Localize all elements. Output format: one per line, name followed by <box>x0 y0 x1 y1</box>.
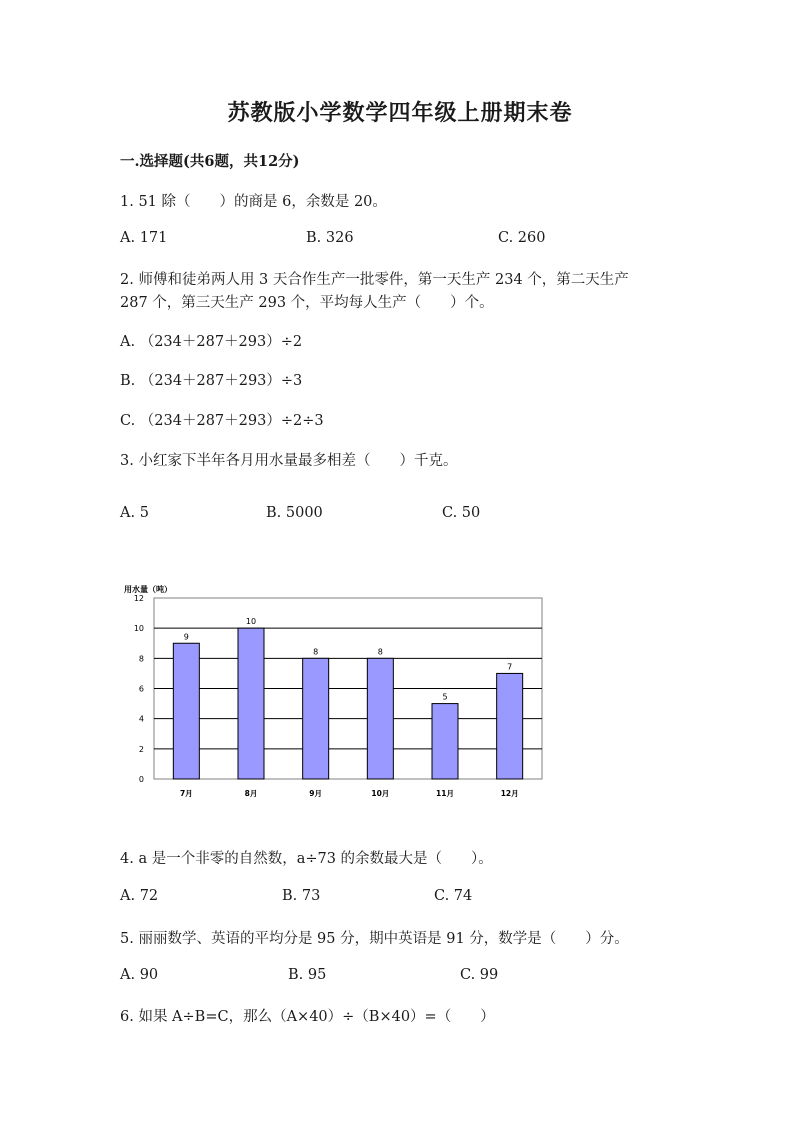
section-heading: 一.选择题(共6题，共12分) <box>120 153 300 170</box>
chart-bar <box>238 628 264 779</box>
question-2-option-a: A. （234＋287＋293）÷2 <box>120 334 303 350</box>
chart-y-tick-label: 4 <box>138 714 144 724</box>
question-3-stem: 3. 小红家下半年各月用水量最多相差（ ）千克。 <box>120 453 458 469</box>
chart-x-tick-label: 10月 <box>371 789 390 798</box>
question-6-stem: 6. 如果 A÷B=C，那么（A×40）÷（B×40）=（ ） <box>120 1009 495 1025</box>
question-2-option-b: B. （234＋287＋293）÷3 <box>120 373 303 389</box>
chart-data-label: 10 <box>245 617 257 627</box>
chart-y-tick-label: 0 <box>138 775 144 784</box>
chart-y-tick-label: 6 <box>138 684 144 694</box>
question-5-option-b: B. 95 <box>288 967 327 983</box>
question-2-stem-line-1: 2. 师傅和徒弟两人用 3 天合作生产一批零件，第一天生产 234 个，第二天生产 <box>120 272 629 288</box>
question-5-option-a: A. 90 <box>120 967 159 983</box>
chart-x-tick-label: 11月 <box>436 789 454 798</box>
chart-bar <box>367 658 393 779</box>
chart-x-tick-label: 12月 <box>500 789 519 798</box>
chart-x-tick-label: 9月 <box>309 789 323 798</box>
question-3-option-a: A. 5 <box>120 505 149 521</box>
question-4-option-c: C. 74 <box>434 888 473 904</box>
question-1-stem: 1. 51 除（ ）的商是 6，余数是 20。 <box>120 194 387 210</box>
chart-x-tick-label: 7月 <box>179 789 193 798</box>
question-5-stem: 5. 丽丽数学、英语的平均分是 95 分，期中英语是 91 分，数学是（ ）分。 <box>120 931 629 947</box>
chart-y-axis-label: 用水量（吨） <box>124 585 172 594</box>
question-1-option-a: A. 171 <box>120 230 168 246</box>
question-2-option-c: C. （234＋287＋293）÷2÷3 <box>120 413 324 429</box>
chart-y-tick-label: 2 <box>138 744 144 754</box>
question-2-stem-line-2: 287 个，第三天生产 293 个，平均每人生产（ ）个。 <box>120 295 494 311</box>
chart-data-label: 5 <box>442 692 448 702</box>
question-4-stem: 4. a 是一个非零的自然数，a÷73 的余数最大是（ ）。 <box>120 851 493 867</box>
chart-data-label: 9 <box>183 632 189 642</box>
question-1-option-b: B. 326 <box>306 230 354 246</box>
chart-bar <box>432 704 458 779</box>
question-1-option-c: C. 260 <box>498 230 546 246</box>
chart-bar <box>497 673 523 779</box>
question-5-option-c: C. 99 <box>460 967 499 983</box>
chart-bar <box>303 658 329 779</box>
chart-bar <box>173 643 199 779</box>
question-3-option-b: B. 5000 <box>266 505 323 521</box>
chart-x-tick-label: 8月 <box>244 789 258 798</box>
question-3-option-c: C. 50 <box>442 505 481 521</box>
chart-y-tick-label: 8 <box>138 654 144 664</box>
chart-y-tick-label: 10 <box>133 624 144 634</box>
chart-data-label: 7 <box>507 662 513 672</box>
question-4-option-a: A. 72 <box>120 888 159 904</box>
water-usage-bar-chart <box>118 578 558 808</box>
chart-data-label: 8 <box>377 647 383 657</box>
chart-data-label: 8 <box>313 647 319 657</box>
chart-y-tick-label: 12 <box>133 594 144 603</box>
question-4-option-b: B. 73 <box>282 888 321 904</box>
exam-title: 苏教版小学数学四年级上册期末卷 <box>227 100 573 126</box>
